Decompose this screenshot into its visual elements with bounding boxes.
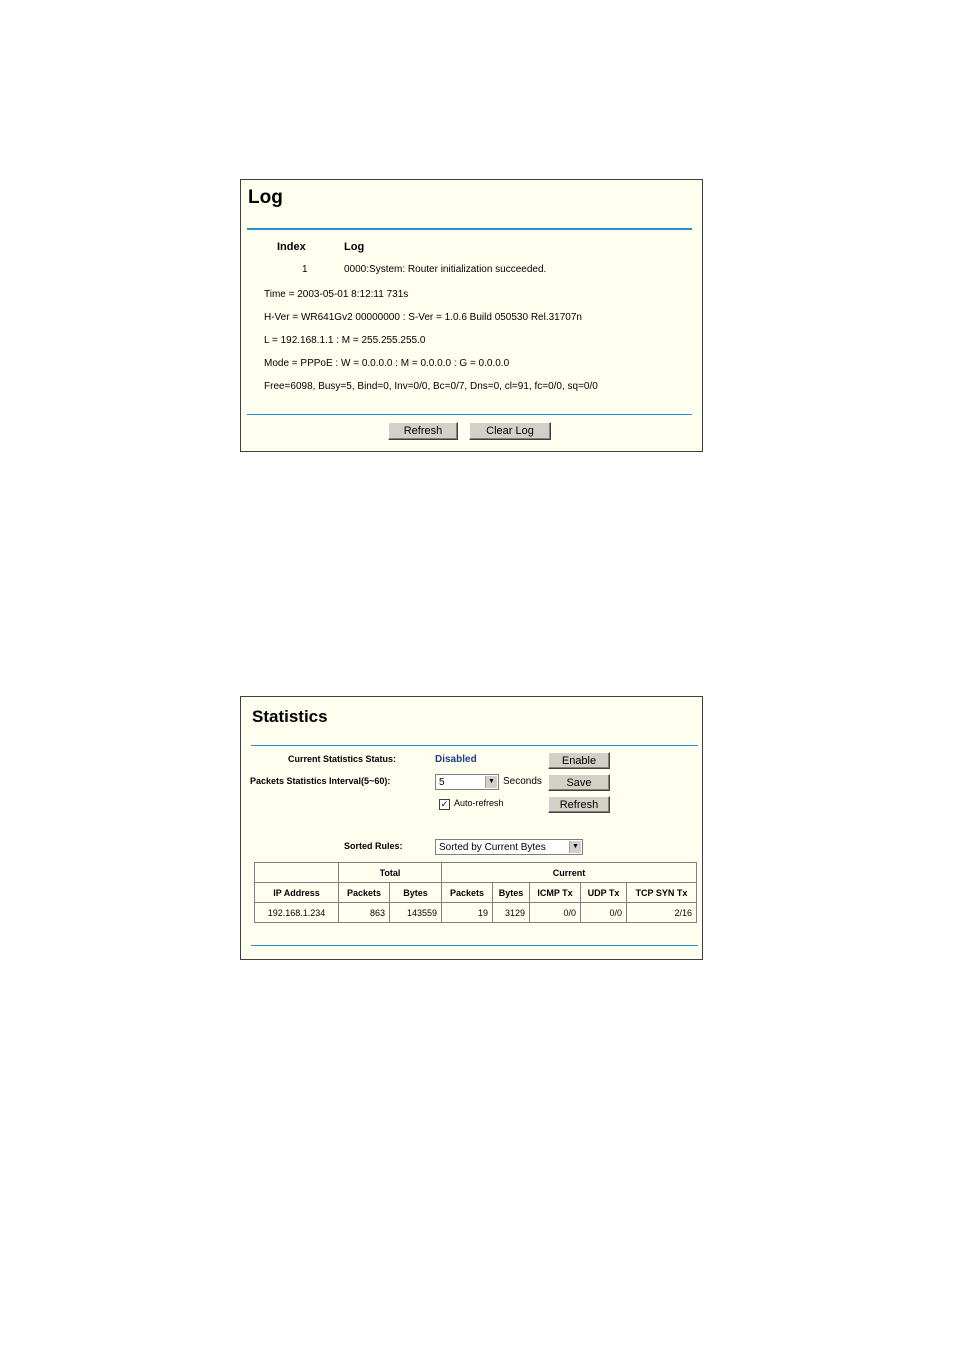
- statistics-panel: [240, 696, 703, 960]
- table-header-row: [255, 883, 697, 903]
- status-label: Current Statistics Status:: [288, 754, 397, 764]
- header-total-packets: Packets: [339, 883, 390, 903]
- total-group-header: Total: [339, 863, 442, 883]
- statistics-table: [254, 862, 697, 923]
- cell-current-bytes: 3129: [493, 903, 530, 923]
- log-info-lan: L = 192.168.1.1 : M = 255.255.255.0: [264, 335, 426, 346]
- cell-tcp-syn-tx: 2/16: [627, 903, 697, 923]
- bottom-divider: [247, 414, 692, 415]
- header-current-packets: Packets: [442, 883, 493, 903]
- table-group-header-row: [255, 863, 697, 883]
- statistics-title: Statistics: [252, 707, 328, 726]
- interval-label: Packets Statistics Interval(5~60):: [250, 776, 391, 786]
- header-total-bytes: Bytes: [390, 883, 442, 903]
- clear-log-button[interactable]: Clear Log: [469, 422, 551, 440]
- cell-ip-address: 192.168.1.234: [255, 903, 339, 923]
- cell-icmp-tx: 0/0: [530, 903, 581, 923]
- chevron-down-icon[interactable]: ▼: [485, 776, 497, 788]
- table-empty-cell: [255, 863, 339, 883]
- title-divider: [247, 228, 692, 230]
- header-tcp-syn-tx: TCP SYN Tx: [627, 883, 697, 903]
- auto-refresh-label: Auto-refresh: [454, 798, 504, 808]
- chevron-down-icon[interactable]: ▼: [569, 841, 581, 853]
- log-info-resources: Free=6098, Busy=5, Bind=0, Inv=0/0, Bc=0/7, Dns=0, cl=91, fc=0/0, sq=0/0: [264, 381, 598, 392]
- header-current-bytes: Bytes: [493, 883, 530, 903]
- cell-current-packets: 19: [442, 903, 493, 923]
- log-info-mode: Mode = PPPoE : W = 0.0.0.0 : M = 0.0.0.0 : G = 0.0.0.0: [264, 358, 510, 369]
- sorted-rules-value: Sorted by Current Bytes: [439, 842, 546, 853]
- log-info-version: H-Ver = WR641Gv2 00000000 : S-Ver = 1.0.6 Build 050530 Rel.31707n: [264, 312, 582, 323]
- log-column-header: Log: [344, 241, 365, 253]
- title-divider: [251, 745, 698, 746]
- refresh-button[interactable]: Refresh: [548, 796, 610, 813]
- refresh-button[interactable]: Refresh: [388, 422, 458, 440]
- enable-button[interactable]: Enable: [548, 752, 610, 769]
- log-panel: [240, 179, 703, 452]
- log-info-time: Time = 2003-05-01 8:12:11 731s: [264, 289, 409, 300]
- cell-total-packets: 863: [339, 903, 390, 923]
- current-group-header: Current: [442, 863, 697, 883]
- interval-select[interactable]: [435, 774, 499, 790]
- header-ip-address: IP Address: [255, 883, 339, 903]
- cell-udp-tx: 0/0: [581, 903, 627, 923]
- table-row: [255, 903, 697, 923]
- interval-value: 5: [439, 777, 445, 788]
- sorted-rules-select[interactable]: [435, 839, 583, 855]
- log-title: Log: [248, 187, 283, 208]
- log-entry-text: 0000:System: Router initialization succeeded.: [344, 264, 547, 275]
- seconds-label: Seconds: [503, 776, 542, 787]
- header-icmp-tx: ICMP Tx: [530, 883, 581, 903]
- auto-refresh-checkbox[interactable]: ✓: [440, 799, 449, 809]
- sorted-rules-label: Sorted Rules:: [344, 841, 403, 851]
- save-button[interactable]: Save: [548, 774, 610, 791]
- cell-total-bytes: 143559: [390, 903, 442, 923]
- status-value: Disabled: [435, 754, 477, 765]
- log-entry-index: 1: [302, 264, 308, 275]
- index-column-header: Index: [277, 241, 306, 253]
- header-udp-tx: UDP Tx: [581, 883, 627, 903]
- bottom-divider: [251, 945, 698, 946]
